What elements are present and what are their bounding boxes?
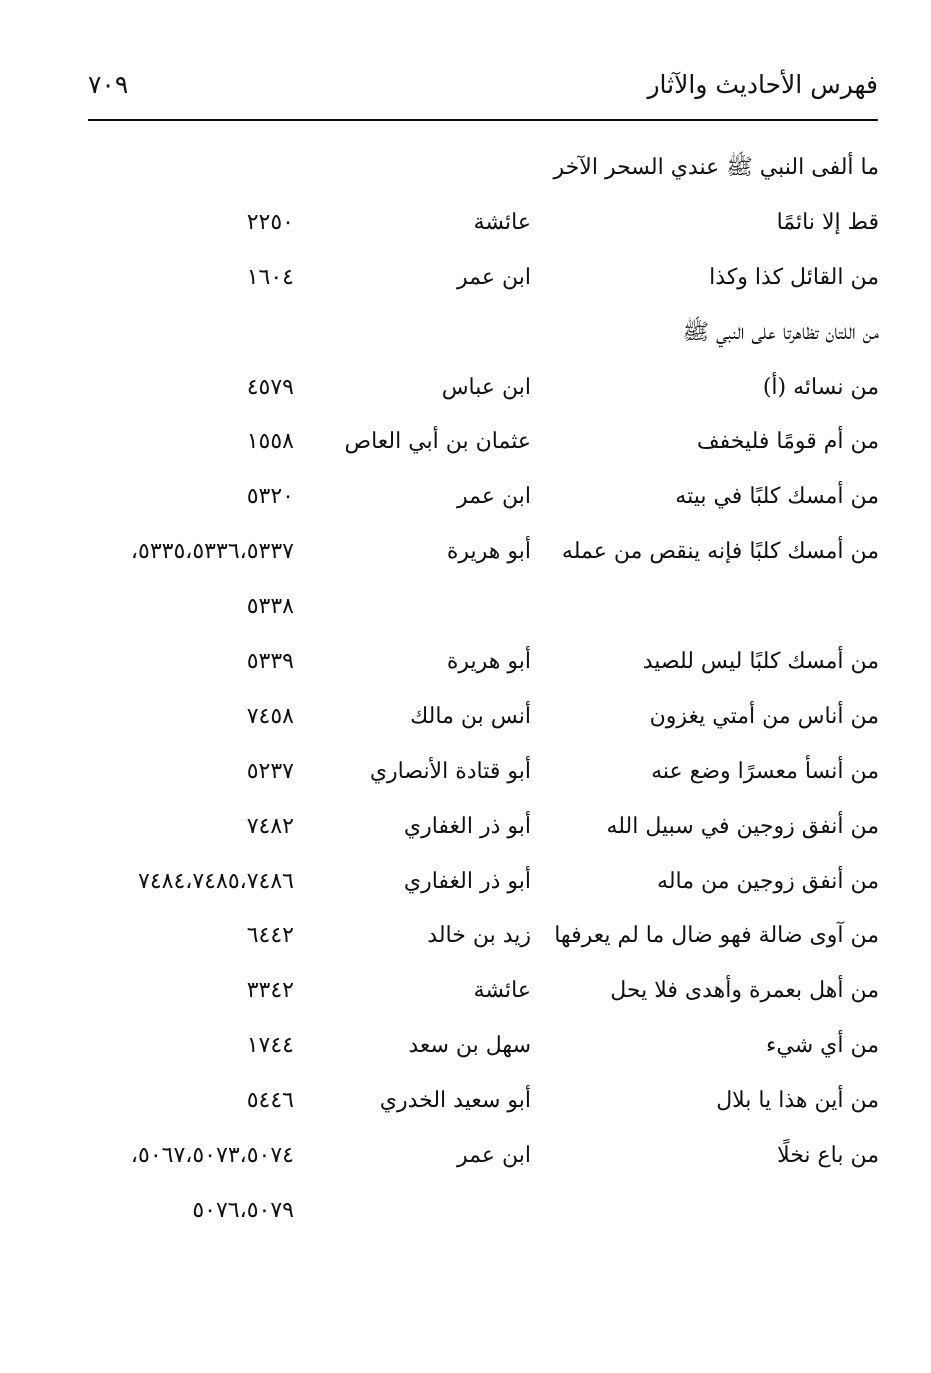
hadith-text: من أنفق زوجين من ماله <box>657 868 879 894</box>
hadith-numbers: ٥٣٢٠ <box>246 484 294 510</box>
hadith-numbers: ١٦٠٤ <box>246 264 294 290</box>
narrator-name: أبو ذر الغفاري <box>403 868 531 894</box>
header-divider <box>88 119 878 121</box>
narrator-name: ابن عمر <box>457 264 531 290</box>
hadith-numbers: ١٧٤٤ <box>246 1033 294 1059</box>
hadith-text: من أناس من أمتي يغزون <box>649 703 879 729</box>
hadith-text: من أين هذا يا بلال <box>716 1088 879 1114</box>
hadith-text: قط إلا نائمًا <box>776 209 879 235</box>
index-entry <box>0 414 931 469</box>
hadith-text: من أهل بعمرة وأهدى فلا يحل <box>610 978 879 1004</box>
hadith-text: من آوى ضالة فهو ضال ما لم يعرفها <box>554 923 879 949</box>
page-title: فهرس الأحاديث والآثار <box>647 70 878 99</box>
narrator-name: أنس بن مالك <box>410 703 531 729</box>
page-header <box>88 62 878 112</box>
hadith-numbers: ٢٢٥٠ <box>246 209 294 235</box>
narrator-name: أبو سعيد الخدري <box>379 1088 531 1114</box>
hadith-text: من أنفق زوجين في سبيل الله <box>606 813 879 839</box>
hadith-numbers: ٧٤٨٤،٧٤٨٥،٧٤٨٦ <box>138 868 294 894</box>
index-entry <box>0 634 931 689</box>
hadith-numbers: ٥٣٣٥،٥٣٣٦،٥٣٣٧، <box>130 539 294 565</box>
hadith-index-list <box>0 140 931 1238</box>
index-entry <box>0 1183 931 1238</box>
narrator-name: أبو هريرة <box>446 649 531 675</box>
narrator-name: عائشة <box>473 209 531 235</box>
index-entry <box>0 469 931 524</box>
index-entry <box>0 140 931 195</box>
hadith-numbers: ٦٤٤٢ <box>246 923 294 949</box>
index-entry <box>0 524 931 579</box>
hadith-numbers: ٧٤٨٢ <box>246 813 294 839</box>
narrator-name: ابن عمر <box>457 484 531 510</box>
hadith-text: ما ألفى النبي ﷺ عندي السحر الآخر <box>553 155 879 180</box>
hadith-numbers: ٤٥٧٩ <box>246 374 294 400</box>
narrator-name: ابن عباس <box>441 374 531 400</box>
narrator-name: سهل بن سعد <box>408 1033 531 1059</box>
narrator-name: زيد بن خالد <box>427 923 531 949</box>
hadith-text: من أمسك كلبًا في بيته <box>675 484 879 510</box>
hadith-text: من نسائه (أ) <box>762 374 879 400</box>
hadith-text: من أي شيء <box>766 1033 879 1059</box>
narrator-name: عائشة <box>473 978 531 1004</box>
index-entry <box>0 579 931 634</box>
hadith-numbers: ٥٠٧٦،٥٠٧٩ <box>192 1197 294 1223</box>
index-entry <box>0 1128 931 1183</box>
narrator-name: عثمان بن أبي العاص <box>344 429 531 455</box>
hadith-numbers: ٥٣٣٩ <box>246 649 294 675</box>
hadith-numbers: ٧٤٥٨ <box>246 703 294 729</box>
index-entry <box>0 195 931 250</box>
narrator-name: أبو هريرة <box>446 539 531 565</box>
hadith-text: من أمسك كلبًا فإنه ينقص من عمله <box>561 539 879 565</box>
index-entry <box>0 908 931 963</box>
hadith-numbers: ٥٢٣٧ <box>246 758 294 784</box>
hadith-text: من أم قومًا فليخفف <box>696 429 879 455</box>
narrator-name: أبو ذر الغفاري <box>403 813 531 839</box>
hadith-text: من القائل كذا وكذا <box>709 264 879 290</box>
index-entry <box>0 854 931 909</box>
narrator-name: ابن عمر <box>457 1143 531 1169</box>
index-entry <box>0 250 931 305</box>
hadith-text: من أمسك كلبًا ليس للصيد <box>642 649 879 675</box>
index-entry <box>0 305 931 360</box>
index-entry <box>0 360 931 415</box>
hadith-text: من أنسأ معسرًا وضع عنه <box>651 758 879 784</box>
hadith-numbers: ٥٣٣٨ <box>246 594 294 620</box>
index-entry <box>0 689 931 744</box>
hadith-text: من اللتان تظاهرتا على النبي ﷺ <box>682 319 879 345</box>
hadith-numbers: ٣٣٤٢ <box>246 978 294 1004</box>
narrator-name: أبو قتادة الأنصاري <box>369 758 531 784</box>
hadith-text: من باع نخلًا <box>777 1143 879 1169</box>
index-entry <box>0 1018 931 1073</box>
index-entry <box>0 744 931 799</box>
hadith-numbers: ٥٤٤٦ <box>246 1088 294 1114</box>
index-entry <box>0 1073 931 1128</box>
index-entry <box>0 799 931 854</box>
hadith-numbers: ٥٠٦٧،٥٠٧٣،٥٠٧٤، <box>130 1143 294 1169</box>
page-number: ٧٠٩ <box>88 70 129 99</box>
hadith-numbers: ١٥٥٨ <box>246 429 294 455</box>
index-entry <box>0 963 931 1018</box>
